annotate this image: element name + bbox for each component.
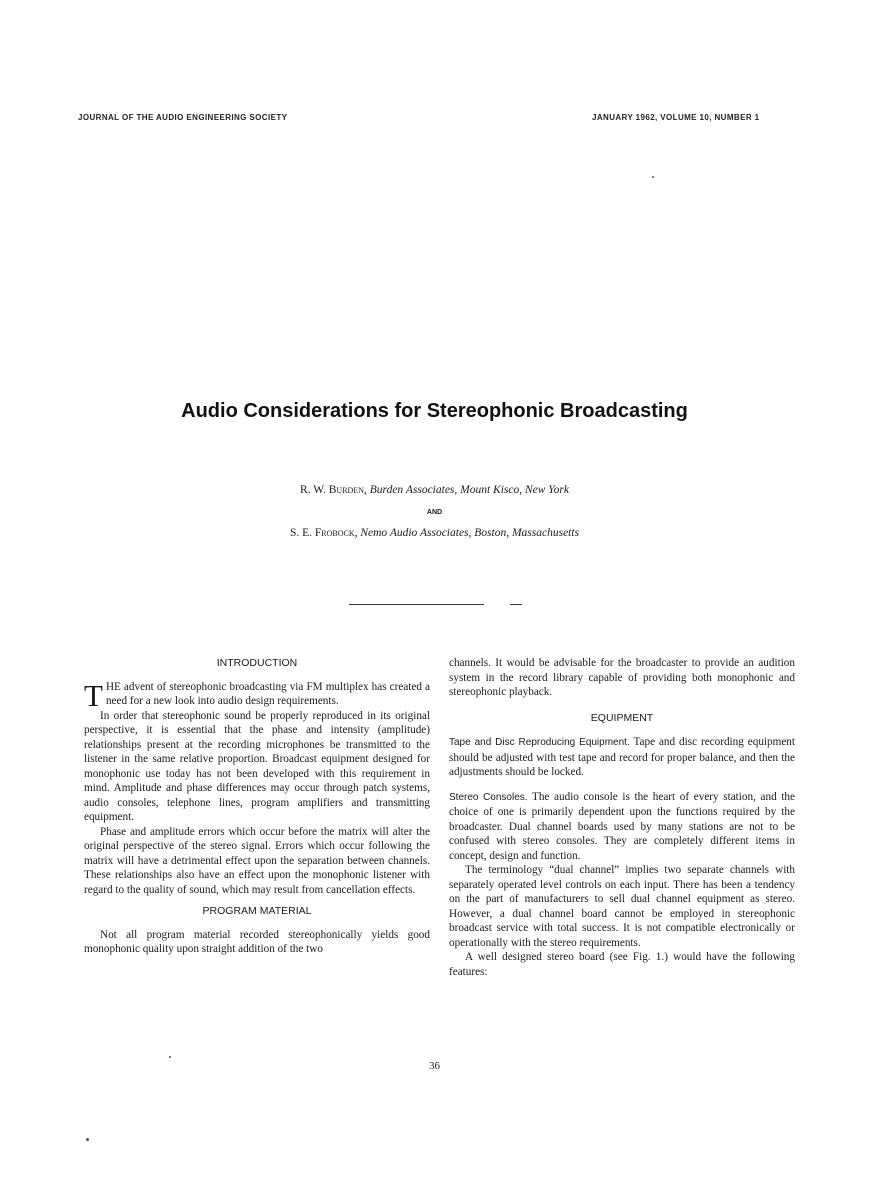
scan-speck: [652, 176, 654, 178]
intro-paragraph-3: Phase and amplitude errors which occur before the matrix will alter the original perspective of the stereo signal. Errors which occur following the matrix will have a detrimental effect upon the separation between channels. These relationships also have an effect upon the monophonic listener with regard to the quality of sound, which may result from cancellation effects.: [84, 825, 430, 896]
intro-paragraph-1-text: HE advent of stereophonic broadcasting via FM multiplex has created a need for a new look into audio design requirements.: [105, 680, 430, 707]
drop-cap: T: [84, 677, 103, 713]
program-material-heading: PROGRAM MATERIAL: [202, 905, 312, 917]
equipment-heading: EQUIPMENT: [590, 711, 654, 724]
left-column: [84, 656, 430, 957]
journal-header: JOURNAL OF THE AUDIO ENGINEERING SOCIETY: [78, 113, 288, 122]
stereo-consoles-paragraph: [449, 790, 795, 864]
continued-paragraph: channels. It would be advisable for the broadcaster to provide an audition system in the record library capable of providing both monophonic and stereophonic playback.: [449, 657, 795, 698]
scan-speck: [86, 1138, 89, 1141]
tape-paragraph: [449, 735, 795, 780]
stereo-board-paragraph: A well designed stereo board (see Fig. 1.) would have the following features:: [449, 951, 795, 978]
author-name: S. E. Frobock,: [289, 527, 358, 539]
author-name: R. W. Burden,: [300, 484, 367, 496]
tape-paragraph-text: Tape and disc recording equipment should be adjusted with test tape and record for proper balance, and then the adjustments should be locked.: [449, 736, 795, 778]
title-rule: [349, 604, 484, 605]
intro-paragraph-1: [84, 677, 430, 713]
right-column: [449, 656, 795, 979]
article-title: Audio Considerations for Stereophonic Broadcasting: [181, 400, 688, 422]
title-rule-short: [510, 604, 522, 605]
intro-paragraph-2: In order that stereophonic sound be properly reproduced in its original perspective, it is essential that the phase and intensity (amplitude) relationships present at the recording microphones be transmitted to the listener in the same relative proportion. Broadcast equipment designed for monophonic use today has not been developed with this requirement in mind. Amplitude and phase differences may occur through patch systems, audio consoles, telephone lines, program amplifiers and transmitting equipment.: [84, 709, 430, 823]
scan-speck: [169, 1056, 171, 1058]
tape-runin-heading: Tape and Disc Reproducing Equipment.: [449, 737, 630, 748]
author-line-1: [0, 484, 869, 496]
program-paragraph-1: Not all program material recorded stereophonically yields good monophonic quality upon straight addition of the two: [84, 928, 430, 955]
author-affiliation: Burden Associates, Mount Kisco, New York: [369, 484, 569, 496]
page-number: 36: [429, 1060, 440, 1072]
stereo-consoles-runin-heading: Stereo Consoles.: [449, 791, 528, 803]
author-affiliation: Nemo Audio Associates, Boston, Massachusetts: [360, 527, 580, 539]
stereo-consoles-text: The audio console is the heart of every station, and the choice of one is primarily dependent upon the functions required by the broadcaster. Dual channel boards used by many stations are not to be confused with stereo consoles. They are completely different items in concept, design and function.: [449, 790, 795, 862]
dual-channel-paragraph: The terminology “dual channel” implies two separate channels with separately operated level controls on each input. There has been a tendency on the part of manufacturers to sell dual channel equipment as stereo. However, a dual channel board cannot be employed in stereophonic broadcast service with total success. It is not compatible electronically or operationally with the stereo requirements.: [449, 864, 795, 949]
and-label: AND: [426, 509, 443, 516]
introduction-heading: INTRODUCTION: [216, 657, 298, 669]
author-line-2: [0, 527, 869, 539]
issue-header: JANUARY 1962, VOLUME 10, NUMBER 1: [592, 113, 760, 122]
